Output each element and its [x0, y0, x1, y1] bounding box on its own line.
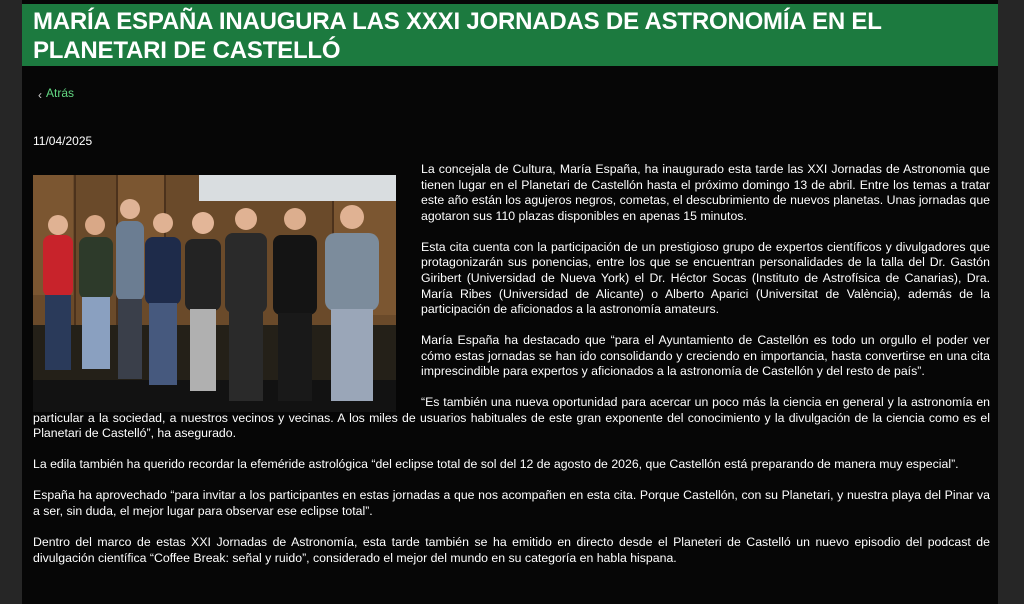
chevron-left-icon: ‹: [38, 88, 42, 102]
page-container: [22, 0, 998, 604]
article-paragraph: María España ha destacado que “para el Ayuntamiento de Castellón es todo un orgullo el poder ver cómo estas jornadas se han ido consolidando y creciendo en importancia, hasta convertirse en una cita imprescindible para expertos y aficionados a la astronomía de Castellón y del resto de país”.: [421, 333, 990, 379]
back-label: Atrás: [46, 86, 75, 100]
article-paragraph: La edila también ha querido recordar la efeméride astrológica “del eclipse total de sol del 12 de agosto de 2026, que Castellón está preparando de manera muy especial”.: [33, 457, 959, 472]
article-paragraph: Dentro del marco de estas XXI Jornadas de Astronomía, esta tarde también se ha emitido en directo desde el Planeteri de Castelló un nuevo episodio del podcast de divulgación científica “Coffee Break: señal y ruido”, considerado el mejor del mundo en su categoría en habla hispana.: [33, 535, 990, 565]
article-paragraph: Esta cita cuenta con la participación de un prestigioso grupo de expertos científicos y divulgadores que protagonizarán sus ponencias, entre los que se encuentran personalidades de la talla del Dr. Gastón Giribert (Universidad de Nueva York) el Dr. Héctor Socas (Instituto de Astrofísica de Canarias), Dra. María Ribes (Universidad de Alicante) o Alberto Aparici (Universitat de València), además de la participación de aficionados a la astronomía amateurs.: [421, 239, 990, 317]
title-bar: [22, 4, 998, 66]
article-paragraph: España ha aprovechado “para invitar a los participantes en estas jornadas a que nos acompañen en esta cita. Porque Castellón, con su Planetari, y nuestra playa del Pinar va a ser, sin duda, el mejor lugar para observar ese eclipse total”.: [33, 488, 990, 519]
back-link[interactable]: [38, 85, 74, 101]
page-title: MARÍA ESPAÑA INAUGURA LAS XXXI JORNADAS DE ASTRONOMÍA EN EL PLANETARI DE CASTELLÓ: [33, 8, 882, 64]
article-date: 11/04/2025: [33, 134, 93, 148]
article-paragraph: La concejala de Cultura, María España, ha inaugurado esta tarde las XXI Jornadas de Astronomia que tienen lugar en el Planetari de Castellón hasta el próximo domingo 13 de abril. Entre los temas a tratar este año están los agujeros negros, cometas, el descubrimiento de nuevos planetas. Unas jornadas que agotaron sus 110 plazas disponibles en apenas 15 minutos.: [421, 162, 990, 223]
article-body: [33, 162, 990, 582]
article-paragraph: “Es también una nueva oportunidad para acercar un poco más la ciencia en general y la astronomía en particular a la sociedad, a nuestros vecinos y vecinas. A los miles de usuarios habituales de este gran exponente del conocimiento y la divulgación de la ciencia como es el Planetari de Castelló”, ha asegurado.: [33, 395, 990, 441]
